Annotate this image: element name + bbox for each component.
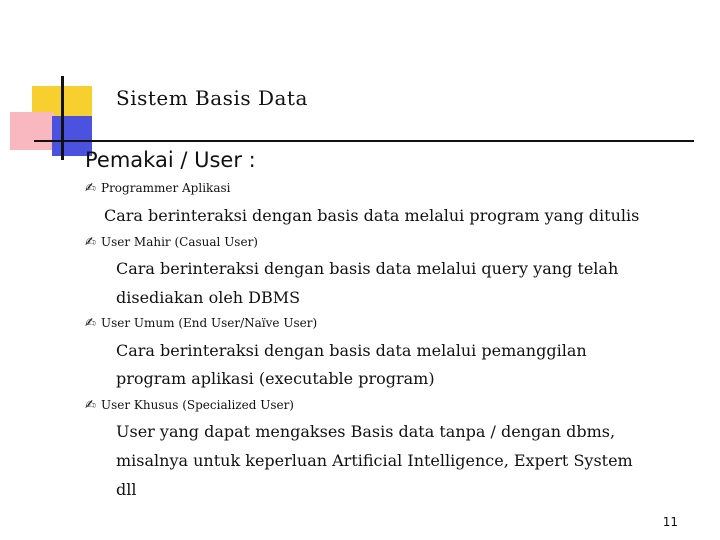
- writing-hand-icon: ✍: [85, 235, 96, 250]
- bullet-label: User Khusus (Specialized User): [101, 398, 294, 412]
- slide-title: Sistem Basis Data: [116, 86, 308, 110]
- body-line: Cara berinteraksi dengan basis data melalui pemanggilan: [116, 341, 587, 360]
- section-heading: Pemakai / User :: [85, 148, 256, 172]
- page-number: 11: [662, 515, 678, 529]
- writing-hand-icon: ✍: [85, 398, 96, 413]
- body-line: program aplikasi (executable program): [116, 369, 435, 388]
- body-line: dll: [116, 480, 137, 499]
- writing-hand-icon: ✍: [85, 316, 96, 331]
- body-line: Cara berinteraksi dengan basis data melalui query yang telah: [116, 259, 619, 278]
- bullet-label: User Umum (End User/Naïve User): [101, 316, 318, 330]
- body-line: misalnya untuk keperluan Artificial Intelligence, Expert System: [116, 451, 633, 470]
- bullet-user-umum: [85, 316, 317, 331]
- decor-vertical-line: [61, 76, 64, 160]
- bullet-label: Programmer Aplikasi: [101, 181, 231, 195]
- bullet-label: User Mahir (Casual User): [101, 235, 258, 249]
- body-line: User yang dapat mengakses Basis data tanpa / dengan dbms,: [116, 422, 616, 441]
- bullet-programmer-aplikasi: [85, 181, 230, 196]
- bullet-user-khusus: [85, 398, 294, 413]
- decor-horizontal-line: [34, 140, 694, 142]
- decor-pink-square: [10, 112, 54, 150]
- writing-hand-icon: ✍: [85, 181, 96, 196]
- body-line: disediakan oleh DBMS: [116, 288, 301, 307]
- body-line: Cara berinteraksi dengan basis data melalui program yang ditulis: [104, 206, 640, 225]
- bullet-user-mahir: [85, 235, 258, 250]
